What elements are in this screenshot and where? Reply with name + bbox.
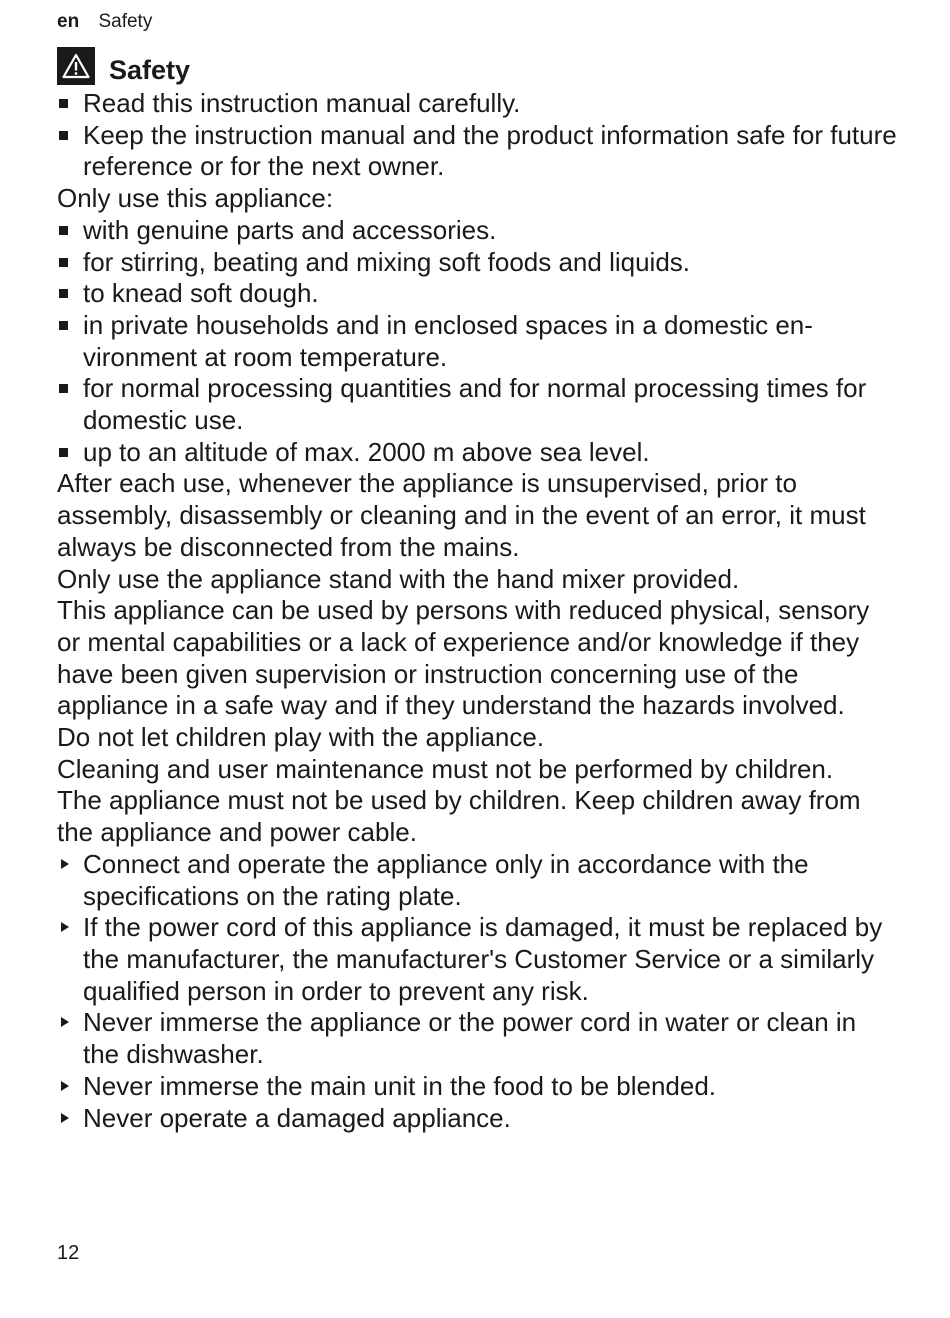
page-header (57, 10, 152, 34)
instruction-item: If the power cord of this appliance is damaged, it must be replaced by the manufacturer, the manufacturer's Customer Service or a similarly qualified person in order to prevent any risk. (57, 912, 897, 1007)
list-item: Read this instruction manual carefully. (57, 88, 897, 120)
paragraph: The appliance must not be used by children. Keep children away from the appliance and power cable. (57, 785, 861, 848)
list-item: Keep the instruction manual and the product information safe for future reference or for the next owner. (57, 120, 897, 183)
bullet-list-usage (57, 215, 897, 469)
section-name: Safety (98, 11, 153, 32)
paragraph: Only use this appliance: (57, 183, 334, 214)
language-code: en (57, 11, 80, 32)
paragraph: This appliance can be used by persons with reduced physical, sensory or mental capabilities or a lack of experience and/or knowledge if they have been given supervision or instruction concerning use of the appliance in a safe way and if they understand the hazards involved. (57, 595, 870, 721)
instruction-item: Never immerse the main unit in the food to be blended. (57, 1071, 897, 1103)
list-item: for stirring, beating and mixing soft foods and liquids. (57, 247, 897, 279)
instruction-item: Never immerse the appliance or the power cord in water or clean in the dishwasher. (57, 1007, 897, 1070)
instruction-item: Never operate a damaged appliance. (57, 1103, 897, 1135)
list-item: for normal processing quantities and for normal processing times for domestic use. (57, 373, 897, 436)
paragraph: Cleaning and user maintenance must not be performed by children. (57, 753, 834, 784)
page-content (57, 44, 897, 1134)
list-item: with genuine parts and accessories. (57, 215, 897, 247)
list-item: up to an altitude of max. 2000 m above sea level. (57, 437, 897, 469)
page-number: 12 (57, 1242, 80, 1264)
body-text (57, 88, 897, 1134)
paragraph: Do not let children play with the appliance. (57, 722, 545, 753)
warning-icon (57, 47, 95, 85)
list-item: to knead soft dough. (57, 278, 897, 310)
paragraph: Only use the appliance stand with the hand mixer provided. (57, 563, 740, 594)
page-title: Safety (109, 54, 191, 85)
list-item: in private households and in enclosed spaces in a domestic environment at room temperature. (57, 310, 897, 373)
bullet-list-intro (57, 88, 897, 183)
instruction-list (57, 849, 897, 1134)
paragraph: After each use, whenever the appliance is unsupervised, prior to assembly, disassembly or cleaning and in the event of an error, it must always be disconnected from the mains. (57, 468, 866, 562)
title-row (57, 44, 897, 88)
instruction-item: Connect and operate the appliance only in accordance with the specifications on the rating plate. (57, 849, 897, 912)
